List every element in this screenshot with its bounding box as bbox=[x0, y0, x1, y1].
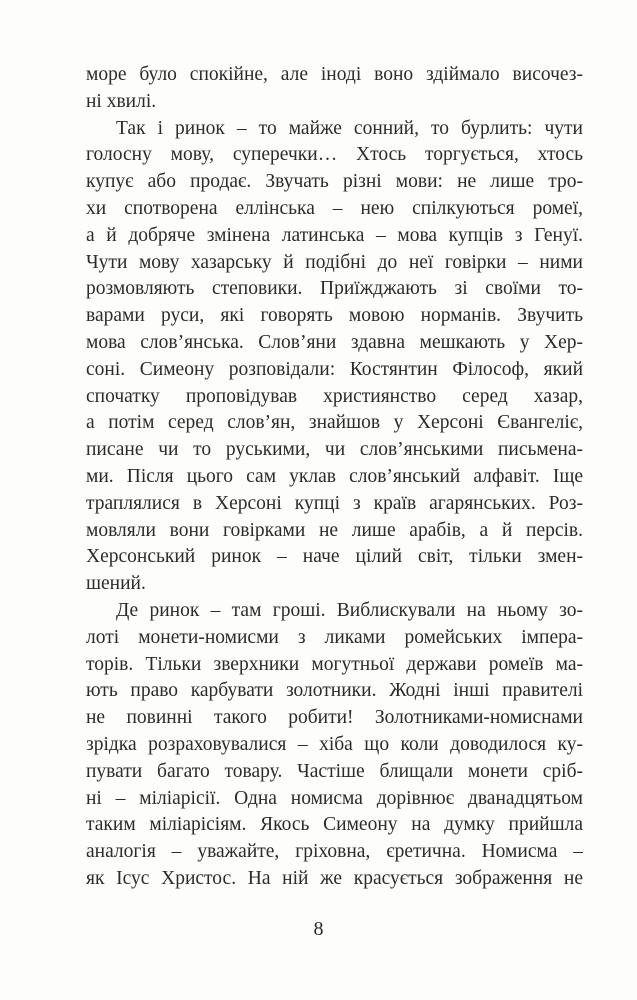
text-line: траплялися в Херсоні купці з країв агарянських. Роз- bbox=[86, 492, 583, 514]
text-line: мовляли вони говірками не лише арабів, а й персів. bbox=[86, 519, 583, 541]
text-line: море було спокійне, але іноді воно здіймало височез- bbox=[86, 64, 583, 85]
text-line: соні. Симеону розповідали: Костянтин Філософ, який bbox=[86, 358, 583, 380]
text-line: не повинні такого робити! Золотниками-номиснами bbox=[86, 707, 583, 729]
text-line: зрідка розраховувалися – хіба що коли доводилося ку- bbox=[86, 733, 583, 755]
text-line: а й добряче змінена латинська – мова купців з Генуї. bbox=[86, 224, 583, 246]
text-line: лоті монети-номисми з ликами ромейських імпера- bbox=[86, 626, 583, 648]
page-body-text bbox=[86, 62, 583, 893]
text-line: спочатку проповідував християнство серед хазар, bbox=[86, 385, 583, 407]
text-line: варами руси, які говорять мовою норманів. Звучить bbox=[86, 305, 583, 327]
text-line: мова слов’янська. Слов’яни здавна мешкають у Хер- bbox=[86, 331, 583, 353]
text-line: як Ісус Христос. На ній же красується зображення не bbox=[86, 867, 583, 889]
text-line: ні – міліарісії. Одна номисма дорівнює дванадцятьом bbox=[86, 787, 583, 809]
text-line: купує або продає. Звучать різні мови: не лише тро- bbox=[86, 171, 583, 193]
text-line: писане чи то руськими, чи слов’янськими письмена- bbox=[86, 439, 583, 461]
text-line: голосну мову, суперечки… Хтось торгується, хтось bbox=[86, 144, 583, 166]
text-line: Херсонський ринок – наче цілий світ, тільки змен- bbox=[86, 546, 583, 568]
text-line: ми. Після цього сам уклав слов’янський алфавіт. Іще bbox=[86, 465, 583, 487]
text-line: Де ринок – там гроші. Виблискували на ньому зо- bbox=[116, 599, 583, 621]
text-line: таким міліарісіям. Якось Симеону на думку прийшла bbox=[86, 814, 583, 836]
text-line: аналогія – уважайте, гріховна, єретична. Номисма – bbox=[86, 841, 583, 863]
page-number: 8 bbox=[313, 918, 324, 940]
text-line: Чути мову хазарську й подібні до неї говірки – ними bbox=[86, 251, 583, 273]
text-line: торів. Тільки зверхники могутньої держави ромеїв ма- bbox=[86, 653, 583, 675]
text-line: ні хвилі. bbox=[86, 90, 157, 112]
text-line: шений. bbox=[86, 573, 146, 595]
text-line: розмовляють степовики. Приїжджають зі своїми то- bbox=[86, 278, 583, 300]
text-line: ють право карбувати золотники. Жодні інші правителі bbox=[86, 680, 583, 702]
text-line: Так і ринок – то майже сонний, то бурлить: чути bbox=[116, 117, 583, 139]
text-line: хи спотворена еллінська – нею спілкуються ромеї, bbox=[86, 197, 583, 219]
text-line: пувати багато товару. Частіше блищали монети сріб- bbox=[86, 760, 583, 782]
text-line: а потім серед слов’ян, знайшов у Херсоні Євангеліє, bbox=[86, 412, 583, 434]
